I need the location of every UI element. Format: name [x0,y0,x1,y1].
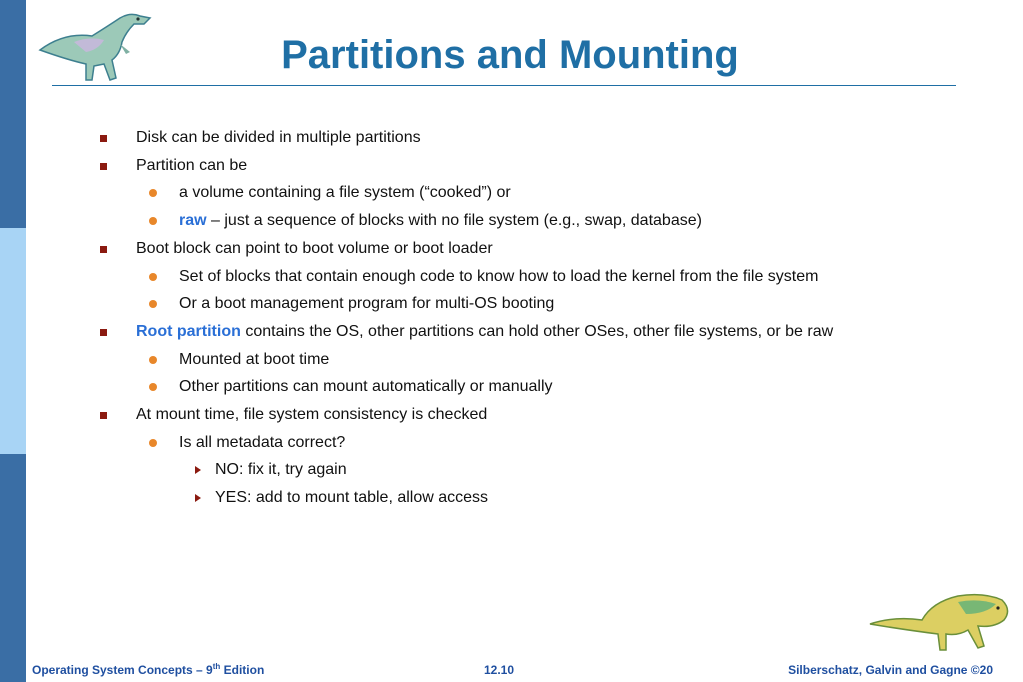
list-item-text: Mounted at boot time [179,350,330,368]
square-bullet-icon [100,318,107,346]
list-item-text: Other partitions can mount automatically or manually [179,378,553,396]
list-item-text: Partition can be [136,156,248,174]
arrow-bullet-icon [195,456,201,484]
list-item [179,207,702,235]
sidebar-band-middle [0,228,26,454]
square-bullet-icon [100,235,107,263]
list-item [179,373,553,401]
list-item [179,263,818,291]
footer-authors: Silberschatz, Galvin and Gagne ©20 [788,663,993,677]
dot-bullet-icon [149,207,157,235]
list-item [215,484,488,512]
dot-bullet-icon [149,179,157,207]
square-bullet-icon [100,152,107,180]
sidebar-band-top [0,0,26,228]
list-item [179,429,345,457]
dinosaur-logo-icon [34,6,158,86]
dinosaur-footer-icon [866,580,1016,660]
list-item [136,235,493,263]
page-title: Partitions and Mounting [281,33,739,77]
highlighted-term: raw [179,212,207,230]
list-item-text: Boot block can point to boot volume or boot loader [136,239,493,257]
list-item-text: Set of blocks that contain enough code to know how to load the kernel from the file system [179,267,819,285]
dot-bullet-icon [149,290,157,318]
dot-bullet-icon [149,346,157,374]
list-item-text: Disk can be divided in multiple partitions [136,129,421,146]
dot-bullet-icon [149,373,157,401]
list-item [136,401,487,429]
page-number: 12.10 [484,663,515,677]
list-item-text: a volume containing a file system (“cooked”) or [179,184,511,202]
list-item-text: – just a sequence of blocks with no file system (e.g., swap, database) [206,212,702,230]
list-item [179,346,329,374]
square-bullet-icon [100,124,107,152]
dot-bullet-icon [149,429,157,457]
list-item-text: NO: fix it, try again [215,461,347,479]
list-item-text: Or a boot management program for multi-OS booting [179,295,555,313]
list-item-text: YES: add to mount table, allow access [215,489,489,507]
list-item-text: At mount time, file system consistency is checked [136,406,488,423]
square-bullet-icon [100,401,107,429]
dot-bullet-icon [149,263,157,291]
list-item [179,290,554,318]
arrow-bullet-icon [195,484,201,512]
list-item [215,456,347,484]
list-item [136,318,833,346]
highlighted-term: Root partition [136,322,241,340]
footer-book-title: Operating System Concepts – 9th Edition [32,662,265,677]
list-item [136,152,247,180]
list-item [136,124,421,152]
list-item-text: contains the OS, other partitions can hold other OSes, other file systems, or be raw [240,322,834,340]
title-divider [52,85,956,86]
list-item [179,179,511,207]
sidebar-band-bottom [0,454,26,682]
list-item-text: Is all metadata correct? [179,433,346,451]
